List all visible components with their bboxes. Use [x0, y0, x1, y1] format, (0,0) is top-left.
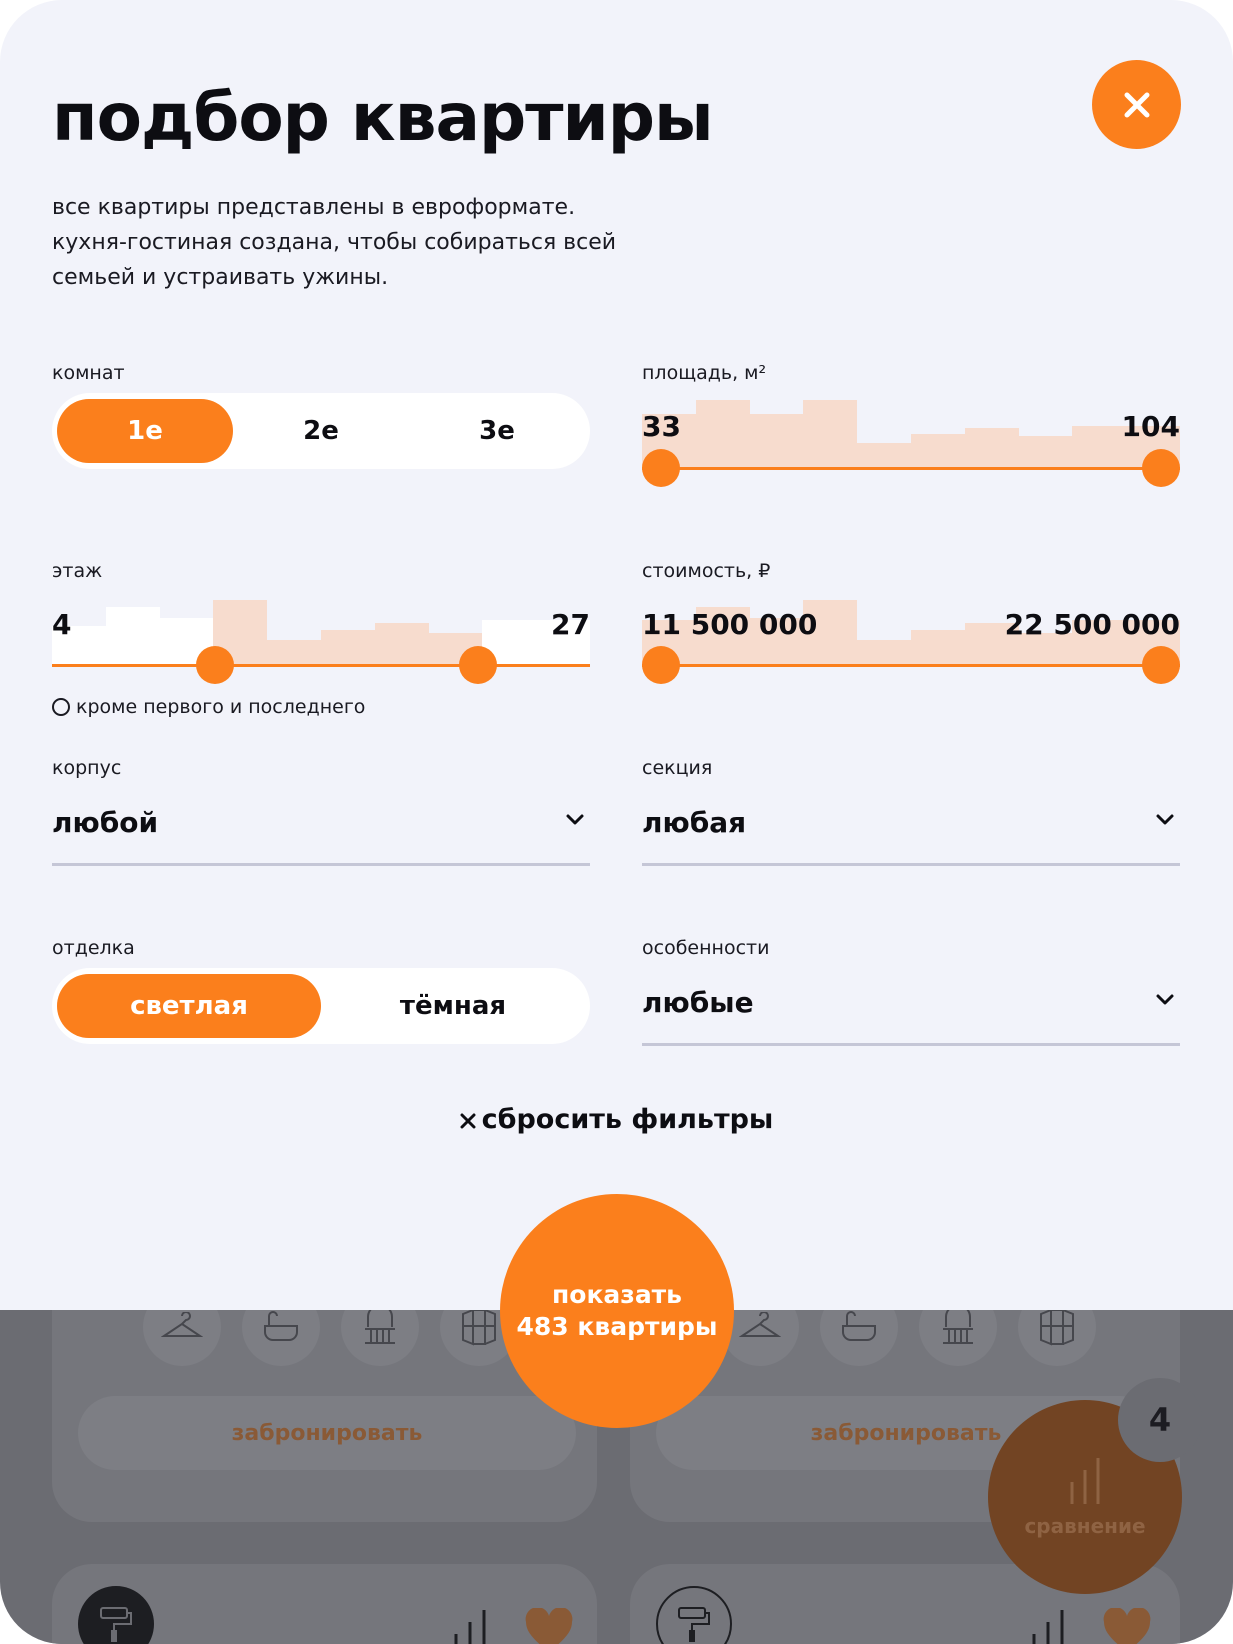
- features-label: особенности: [642, 937, 770, 959]
- show-button-line2: 483 квартиры: [516, 1312, 718, 1341]
- bar-chart-icon: [450, 1604, 490, 1644]
- paint-roller-icon: [656, 1586, 732, 1644]
- book-button[interactable]: забронировать: [78, 1396, 576, 1470]
- price-label: стоимость, ₽: [642, 560, 771, 582]
- floor-label: этаж: [52, 560, 103, 582]
- building-label: корпус: [52, 757, 122, 779]
- rooms-selector: [52, 393, 590, 469]
- finish-label: отделка: [52, 937, 135, 959]
- page-title: подбор квартиры: [52, 79, 713, 156]
- price-track: [642, 664, 1180, 667]
- chevron-down-icon: [564, 808, 586, 830]
- show-button-line1: показать: [552, 1280, 682, 1309]
- finish-selector: [52, 968, 590, 1044]
- reset-filters-button[interactable]: [0, 1104, 1233, 1135]
- price-min-value: 11 500 000: [642, 608, 818, 641]
- area-max-value: 104: [1121, 410, 1180, 443]
- apartment-card: [52, 1564, 597, 1644]
- features-value: любые: [642, 986, 754, 1019]
- floor-min-handle[interactable]: [196, 646, 234, 684]
- chevron-down-icon: [1154, 988, 1176, 1010]
- window-icon: [1018, 1310, 1096, 1366]
- floor-max-handle[interactable]: [459, 646, 497, 684]
- area-label: площадь, м²: [642, 362, 767, 384]
- bathtub-icon: [242, 1310, 320, 1366]
- balcony-icon: [341, 1310, 419, 1366]
- book-button[interactable]: забронировать: [656, 1396, 1156, 1470]
- chevron-down-icon: [1154, 808, 1176, 830]
- bathtub-icon: [820, 1310, 898, 1366]
- section-value: любая: [642, 806, 747, 839]
- rooms-option-3[interactable]: 3е: [479, 416, 515, 446]
- heart-icon[interactable]: [524, 1608, 574, 1644]
- reset-filters-label: сбросить фильтры: [481, 1104, 774, 1135]
- section-label: секция: [642, 757, 713, 779]
- floor-histogram: [52, 600, 590, 666]
- hanger-icon: [143, 1310, 221, 1366]
- close-button[interactable]: [1092, 60, 1181, 149]
- close-icon: [1124, 92, 1150, 118]
- price-max-handle[interactable]: [1142, 646, 1180, 684]
- description-line: все квартиры представлены в евроформате.: [52, 195, 576, 220]
- price-max-value: 22 500 000: [1004, 608, 1180, 641]
- finish-option-dark[interactable]: тёмная: [399, 991, 507, 1021]
- paint-roller-icon: [78, 1586, 154, 1644]
- building-value: любой: [52, 806, 159, 839]
- description-line: кухня-гостиная создана, чтобы собираться всей: [52, 230, 617, 255]
- description: [52, 190, 692, 295]
- section-select[interactable]: [642, 796, 1180, 866]
- area-histogram: [642, 400, 1180, 470]
- area-min-handle[interactable]: [642, 449, 680, 487]
- area-track: [642, 467, 1180, 470]
- rooms-label: комнат: [52, 362, 125, 384]
- heart-icon[interactable]: [1102, 1608, 1152, 1644]
- close-icon: [460, 1113, 476, 1129]
- building-select[interactable]: [52, 796, 590, 866]
- radio-icon: [52, 698, 70, 716]
- rooms-option-1[interactable]: 1е: [57, 399, 233, 463]
- price-min-handle[interactable]: [642, 646, 680, 684]
- floor-min-value: 4: [52, 608, 72, 641]
- bar-chart-icon: [1067, 1456, 1103, 1506]
- features-select[interactable]: [642, 976, 1180, 1046]
- area-min-value: 33: [642, 410, 681, 443]
- area-max-handle[interactable]: [1142, 449, 1180, 487]
- rooms-option-2[interactable]: 2е: [303, 416, 339, 446]
- except-first-last-option[interactable]: [52, 696, 365, 718]
- except-first-last-label: кроме первого и последнего: [76, 696, 366, 718]
- description-line: семьей и устраивать ужины.: [52, 265, 389, 290]
- floor-max-value: 27: [551, 608, 590, 641]
- compare-label: сравнение: [1024, 1514, 1146, 1538]
- finish-option-light[interactable]: светлая: [57, 974, 321, 1038]
- compare-count-badge: 4: [1118, 1378, 1202, 1462]
- floor-track: [52, 664, 590, 667]
- balcony-icon: [919, 1310, 997, 1366]
- show-apartments-button[interactable]: [500, 1194, 734, 1428]
- bar-chart-icon: [1028, 1604, 1068, 1644]
